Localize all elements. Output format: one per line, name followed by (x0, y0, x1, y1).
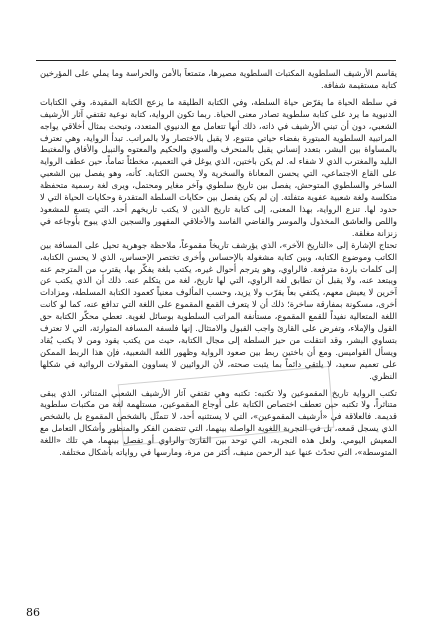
paragraph-2: في سلطة الحياة ما يقرّض حياة السلطة، وفي الكتابة الطليقة ما يزعج الكتابة المقيدة، وفي الكتابات الدنيوية ما يرد على كتابة سلطوية تصادر معنى الحياة. ربما تكون الرواية، كتابة نوعية تقتفي آثار الأرشيف الشعبي، دون أن تبني الأرشيف في ذاته، ذلك أنها تتعامل مع الدنيوي المتعدد، وتبحث بمثال أخلاقي يواجه المراتبية السلطوية المبتورة بفضاء حياتي متنوع، لا يقبل بالاختصار ولا بالمراتب. تبدأ الرواية، وهي تعترف بالمساواة بين البشر، بتعدد إنساني يقبل بالمنحرف والسوي والحكيم والمعتوه والنبيل والأفاق والمغتبط البليد والمغترب الذي لا شفاء له. لم يكن باختين، الذي يوغل في التعميم، مخطئاً تماماً، حين عطف الرواية على القاع الاجتماعي، التي يحسن المعاناة والسخرية ولا يحسن الكتابة. كأنه، وهو يفصل بين الشعبي الساخر والسلطوي المتوحش، يفصل بين تاريخ سلطوي وآخر مغاير ومحتمل، ويرى لغة رسمية متحفظة متكلسة ولغة شعبية عفوية متفلتة. إن لم يكن يفصل بين حكايات السلطة المتقدرة وحكايات الحياة التي لا حدود لها. تنزع الرواية، بهذا المعنى، إلى كتابة تاريخ الذين لا يكتب تاريخهم أحد، التي يتسع للمشعوذ واللص والعاشق المخذول والموسر والقاضي الفاسد والأخلاقي المقهور والسجين الذي يبوح بأوجاعه في زنزانة مغلقة. (40, 96, 397, 238)
body-text (40, 68, 397, 588)
paragraph-1: يقاسم الأرشيف السلطوية المكتبات السلطوية مصيرها، متمتعاً بالأمن والحراسة وما يملي على المؤرخين كتابة مستقيمة شفافة. (40, 68, 397, 90)
header-rule (36, 60, 396, 61)
paragraph-4: تكتب الرواية تاريخ المقموعين ولا تكتبه: تكتبه وهي تقتفي آثار الأرشيف الشعبي المتناثر، الذي يبقى متناثراً، ولا تكتبه حين تعطف اختصاص الكتابة على أوجاع المقموعين، مستلهمة لغة من مكتبات سلطوية قديمة. فالعلاقة في «أرشيف المقموعين»، التي لا يستثنيه أحد، لا تتمثّل بالشخص المقموع بل بالشخص الذي يسجل قمعه، بل في التجربة اللغوية الواصلة بينهما، التي تتضمن الفكر والمنظور وأشكال التعامل مع المعيش اليومي. ولعل هذه التجربة، التي توحد بين القارئ والراوي أو تفصل بينهما، هي تلك «اللغة المتوسطة»، التي تحدّث عنها عبد الرحمن منيف، أكثر من مرة، ومارسها في رواياته بأشكال مختلفة. (40, 387, 397, 458)
page-number: 86 (26, 606, 40, 619)
paragraph-3: تحتاج الإشارة إلى «التاريخ الآخر»، الذي يؤرشف تاريخاً مقموعاً، ملاحظة جوهرية تحيل على المسافة بين الكاتب وموضوع الكتابة، وبين كتابة مشغولة بالإحساس وأخرى تختصر الإحساس، الذي لا يحسن الكتابة، إلى كلمات باردة مترفعة. فالراوي، وهو يترجم أحوال غيره، يكتب بلغة يفكّر بها، يقترب من المترجم عنه ويبتعد عنه، ولا يقبل أن تطابق لغة الراوي، التي لها تاريخ، لغة من يتكلم عنه. ذلك أن الذي يكتب عن آخرين لا يعيش معهم، يكتفي بعاً يقرّب ولا يزيد، وحسب المألوف معنياً كعمود الكتابة المسلطة، ومزادات أخرى، مسكونة بمفارقة ساخرة؛ ذلك أن لا يتعرف القمع المقموع على اللغة التي تدافع عنه، كما لو كانت اللغة المتعالية نفيداً للقمع المقموع، مستأنفة المراتب السلطوية بوسائل لغوية. تعطي محكّر الكتابة حق القول والإملاء، وتفرض على القارئ واجب القبول والامتثال. إنها فلسفة المسافة المتوارثة، التي لا تعترف بتساوي البشر، وقد انتقلت من حيز السلطة إلى مجال الكتابة، حيث من يكتب يقود ومن لا يكتب يُقاد ويسأل القواميس. ومع أن باختين ربط بين صعود الرواية وظهور اللغة الشعبية، فإن هذا الربط الممكن على تعميم سعيد، لا يلتقي دائماً بما يثبت صحته، لأن الروائيين لا يساوون المقولات الروائية في شكلها النظري. (40, 239, 397, 381)
